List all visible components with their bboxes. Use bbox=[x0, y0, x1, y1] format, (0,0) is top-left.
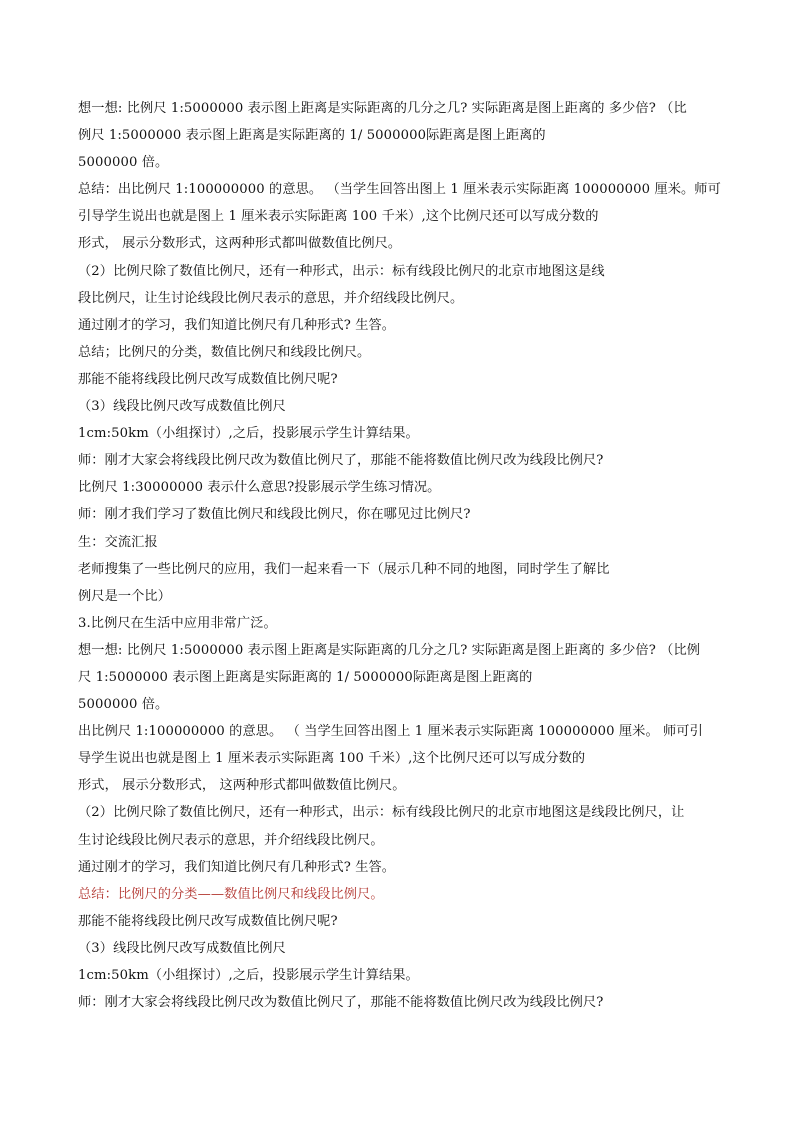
text-line: 通过刚才的学习，我们知道比例尺有几种形式? 生答。 bbox=[78, 859, 396, 875]
document-body bbox=[78, 95, 728, 1016]
text-line: 生：交流汇报 bbox=[78, 534, 158, 550]
text-line: （3）线段比例尺改写成数值比例尺 bbox=[78, 940, 286, 956]
text-line: 尺 1:5000000 表示图上距离是实际距离的 1/ 5000000际距离是图上距离的 bbox=[78, 669, 533, 685]
text-line: 总结；比例尺的分类，数值比例尺和线段比例尺。 bbox=[78, 344, 371, 360]
text-line: （3）线段比例尺改写成数值比例尺 bbox=[78, 399, 286, 415]
text-line: 出比例尺 1:100000000 的意思。 （ 当学生回答出图上 1 厘米表示实际距离 100000000 厘米。 师可引 bbox=[78, 724, 703, 740]
text-line: 生讨论线段比例尺表示的意思，并介绍线段比例尺。 bbox=[78, 832, 384, 848]
text-line: 导学生说出也就是图上 1 厘米表示实际距离 100 千米）,这个比例尺还可以写成分数的 bbox=[78, 751, 586, 767]
text-line: 5000000 倍。 bbox=[78, 155, 169, 171]
text-line: 想一想: 比例尺 1:5000000 表示图上距离是实际距离的几分之几? 实际距离是图上距离的 多少倍? （比 bbox=[78, 101, 687, 116]
text-line: 引导学生说出也就是图上 1 厘米表示实际距离 100 千米）,这个比例尺还可以写成分数的 bbox=[78, 209, 599, 225]
text-line: （2）比例尺除了数值比例尺，还有一种形式，出示：标有线段比例尺的北京市地图这是线 bbox=[78, 263, 605, 279]
text-line: 总结：出比例尺 1:100000000 的意思。 （当学生回答出图上 1 厘米表示实际距离 100000000 厘米。师可 bbox=[78, 182, 721, 198]
text-line: 1cm:50km（小组探讨）,之后，投影展示学生计算结果。 bbox=[78, 426, 419, 442]
text-line: 师：刚才大家会将线段比例尺改为数值比例尺了，那能不能将数值比例尺改为线段比例尺? bbox=[78, 453, 604, 469]
text-line: 例尺是一个比） bbox=[78, 588, 172, 604]
text-line: 师：刚才大家会将线段比例尺改为数值比例尺了，那能不能将数值比例尺改为线段比例尺? bbox=[78, 995, 604, 1011]
highlighted-text-line: 总结：比例尺的分类——数值比例尺和线段比例尺。 bbox=[78, 886, 384, 902]
text-line: 师：刚才我们学习了数值比例尺和线段比例尺，你在哪见过比例尺? bbox=[78, 507, 471, 523]
text-line: 段比例尺，让生讨论线段比例尺表示的意思，并介绍线段比例尺。 bbox=[78, 290, 464, 306]
text-line: 那能不能将线段比例尺改写成数值比例尺呢? bbox=[78, 371, 338, 387]
text-line: 形式， 展示分数形式，这两种形式都叫做数值比例尺。 bbox=[78, 236, 402, 252]
text-line: 3.比例尺在生活中应用非常广泛。 bbox=[78, 615, 277, 631]
text-line: 通过刚才的学习，我们知道比例尺有几种形式? 生答。 bbox=[78, 317, 396, 333]
text-line: （2）比例尺除了数值比例尺，还有一种形式，出示：标有线段比例尺的北京市地图这是线段比例尺，让 bbox=[78, 805, 685, 821]
text-line: 形式， 展示分数形式， 这两种形式都叫做数值比例尺。 bbox=[78, 778, 406, 794]
text-line: 那能不能将线段比例尺改写成数值比例尺呢? bbox=[78, 913, 338, 929]
text-line: 5000000 倍。 bbox=[78, 697, 169, 713]
text-line: 1cm:50km（小组探讨）,之后，投影展示学生计算结果。 bbox=[78, 968, 419, 983]
text-line: 老师搜集了一些比例尺的应用，我们一起来看一下（展示几种不同的地图，同时学生了解比 bbox=[78, 561, 610, 577]
text-line: 例尺 1:5000000 表示图上距离是实际距离的 1/ 5000000际距离是图上距离的 bbox=[78, 128, 546, 144]
text-line: 比例尺 1:30000000 表示什么意思?投影展示学生练习情况。 bbox=[78, 480, 441, 496]
text-line: 想一想: 比例尺 1:5000000 表示图上距离是实际距离的几分之几? 实际距离是图上距离的 多少倍? （比例 bbox=[78, 642, 701, 658]
